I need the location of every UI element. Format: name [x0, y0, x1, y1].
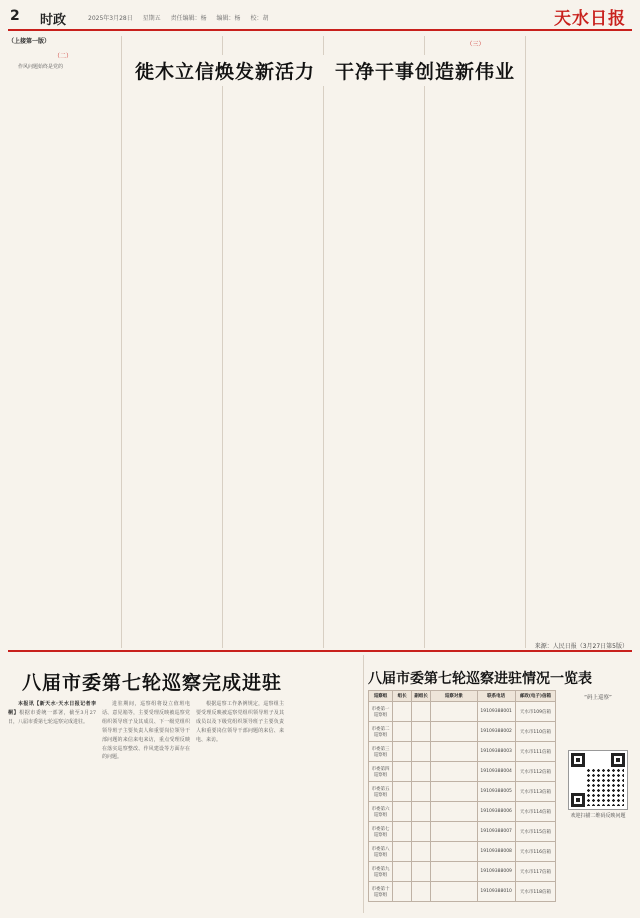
- table-row: [369, 802, 556, 822]
- table-cell: [393, 862, 412, 882]
- table-cell: 市委第二巡察组: [369, 722, 393, 742]
- section-subhead: （二）: [53, 53, 72, 60]
- table-row: [369, 702, 556, 722]
- table-cell: 天水市117信箱: [515, 862, 555, 882]
- table-cell: 市委第八巡察组: [369, 842, 393, 862]
- table-cell: [412, 782, 431, 802]
- section-rule: [8, 650, 632, 652]
- byline: 本报讯【新天水·天水日报记者李桐】: [8, 701, 96, 716]
- table-cell: [412, 742, 431, 762]
- table-cell: 市委第四巡察组: [369, 762, 393, 782]
- table-cell: [393, 722, 412, 742]
- table-cell: [412, 722, 431, 742]
- table-cell: [431, 722, 477, 742]
- issue-date: 2025年3月28日: [88, 15, 133, 22]
- column-header: 组长: [393, 691, 412, 702]
- table-row: [369, 782, 556, 802]
- article-column-2: [102, 700, 190, 910]
- table-cell: 19109388010: [477, 882, 515, 902]
- table-cell: [431, 842, 477, 862]
- table-cell: 市委第七巡察组: [369, 822, 393, 842]
- column-divider: [222, 36, 223, 648]
- proofreader: 校：胡: [250, 15, 269, 22]
- table-cell: 天水市115信箱: [515, 822, 555, 842]
- table-cell: 市委第六巡察组: [369, 802, 393, 822]
- table-cell: [412, 802, 431, 822]
- table-row: [369, 762, 556, 782]
- table-cell: 天水市113信箱: [515, 782, 555, 802]
- table-cell: [393, 882, 412, 902]
- top-rule: [8, 29, 632, 31]
- qr-caption: 欢迎扫描二维码反映问题: [570, 813, 626, 819]
- table-cell: [431, 882, 477, 902]
- table-cell: 市委第五巡察组: [369, 782, 393, 802]
- issue-weekday: 星期五: [142, 15, 161, 22]
- qr-finder-icon: [571, 793, 585, 807]
- table-row: [369, 822, 556, 842]
- qr-pattern: [586, 768, 624, 806]
- table-cell: [412, 882, 431, 902]
- table-cell: 19109388006: [477, 802, 515, 822]
- article-column-4: [290, 700, 358, 910]
- table-row: [369, 742, 556, 762]
- table-cell: [431, 862, 477, 882]
- table-cell: [431, 822, 477, 842]
- lead-column-4: [327, 36, 422, 648]
- lead-column-1: [8, 36, 118, 648]
- paragraph: 根据市委统一部署，截至3月27日，八届市委第七轮巡察完成进驻。: [8, 709, 96, 725]
- table-cell: 19109388009: [477, 862, 515, 882]
- continued-kicker: （上接第一版）: [8, 38, 51, 45]
- paragraph: 作风问题始终是党的: [18, 64, 64, 70]
- article-headline: 八届市委第七轮巡察完成进驻: [22, 672, 283, 694]
- page-number: 2: [10, 8, 20, 24]
- layout-editor: 编辑：杨: [216, 15, 241, 22]
- table-cell: [393, 802, 412, 822]
- table-cell: 天水市110信箱: [515, 722, 555, 742]
- table-cell: 天水市112信箱: [515, 762, 555, 782]
- issue-meta: [88, 13, 276, 22]
- table-cell: [412, 822, 431, 842]
- lead-headline: 徙木立信焕发新活力 干净干事创造新伟业: [125, 55, 525, 86]
- table-cell: [431, 782, 477, 802]
- table-cell: [393, 742, 412, 762]
- table-cell: 19109388002: [477, 722, 515, 742]
- column-header: 巡察对象: [431, 691, 477, 702]
- table-cell: [431, 702, 477, 722]
- table-cell: 天水市114信箱: [515, 802, 555, 822]
- article-column-3: [196, 700, 284, 910]
- table-cell: 19109388003: [477, 742, 515, 762]
- table-cell: 天水市111信箱: [515, 742, 555, 762]
- editor: 责任编辑：杨: [170, 15, 207, 22]
- table-cell: [393, 822, 412, 842]
- column-divider: [121, 36, 122, 648]
- table-cell: 市委第十巡察组: [369, 882, 393, 902]
- table-cell: 19109388004: [477, 762, 515, 782]
- table-cell: [412, 862, 431, 882]
- lead-column-3: [226, 36, 321, 648]
- table-cell: [393, 702, 412, 722]
- table-cell: 天水市118信箱: [515, 882, 555, 902]
- section-name: 时政: [40, 13, 67, 28]
- section-subhead: （三）: [466, 41, 485, 48]
- column-header: 巡察组: [369, 691, 393, 702]
- inspection-table: [368, 690, 556, 902]
- qr-finder-icon: [571, 753, 585, 767]
- table-cell: 19109388001: [477, 702, 515, 722]
- qr-column-header: “码上巡察”: [584, 695, 612, 701]
- table-cell: 天水市116信箱: [515, 842, 555, 862]
- table-cell: [431, 762, 477, 782]
- table-row: [369, 882, 556, 902]
- table-cell: [431, 742, 477, 762]
- column-divider: [323, 36, 324, 648]
- table-row: [369, 862, 556, 882]
- qr-finder-icon: [611, 753, 625, 767]
- masthead: [0, 0, 640, 30]
- table-cell: 19109388007: [477, 822, 515, 842]
- article-column-1: [8, 700, 96, 910]
- column-divider: [424, 36, 425, 648]
- table-cell: [431, 802, 477, 822]
- table-cell: [393, 762, 412, 782]
- column-divider: [363, 655, 364, 913]
- table-header-row: [369, 691, 556, 702]
- table-cell: 天水市109信箱: [515, 702, 555, 722]
- table-cell: 市委第九巡察组: [369, 862, 393, 882]
- table-cell: 市委第一巡察组: [369, 702, 393, 722]
- table-title: 八届市委第七轮巡察进驻情况一览表: [368, 671, 592, 687]
- table-cell: 19109388008: [477, 842, 515, 862]
- table-cell: 19109388005: [477, 782, 515, 802]
- column-divider: [525, 36, 526, 648]
- column-header: 邮政(电子)信箱: [515, 691, 555, 702]
- table-cell: [412, 842, 431, 862]
- paragraph: 根据巡察工作条例规定，巡察组主要受理反映被巡察党组织领导班子及其成员以及下级党组织领导班子主要负责人和重要岗位领导干部问题的来信、来电、来访。: [196, 701, 284, 743]
- table-cell: [393, 842, 412, 862]
- lead-column-6: [529, 36, 629, 648]
- newspaper-logo: 天水日报: [554, 9, 626, 29]
- table-cell: [412, 762, 431, 782]
- table-cell: [412, 702, 431, 722]
- table-cell: [393, 782, 412, 802]
- paragraph: 进驻期间，巡察组将设立值班电话、意见箱等，主要受理反映被巡察党组织领导班子及其成员、下一级党组织领导班子主要负责人和重要岗位领导干部问题的来信来电来访，重点受理反映在落实巡察整改、作风建设等方面存在的问题。: [102, 701, 190, 761]
- column-header: 副组长: [412, 691, 431, 702]
- table-cell: 市委第三巡察组: [369, 742, 393, 762]
- table-row: [369, 842, 556, 862]
- table-row: [369, 722, 556, 742]
- qr-code-icon[interactable]: [568, 750, 628, 810]
- lead-column-5: [428, 36, 523, 648]
- lead-column-2: [125, 36, 220, 648]
- column-header: 联系电话: [477, 691, 515, 702]
- column-text: [8, 63, 118, 72]
- article-source: 来源：人民日报（3月27日第5版）: [534, 643, 628, 650]
